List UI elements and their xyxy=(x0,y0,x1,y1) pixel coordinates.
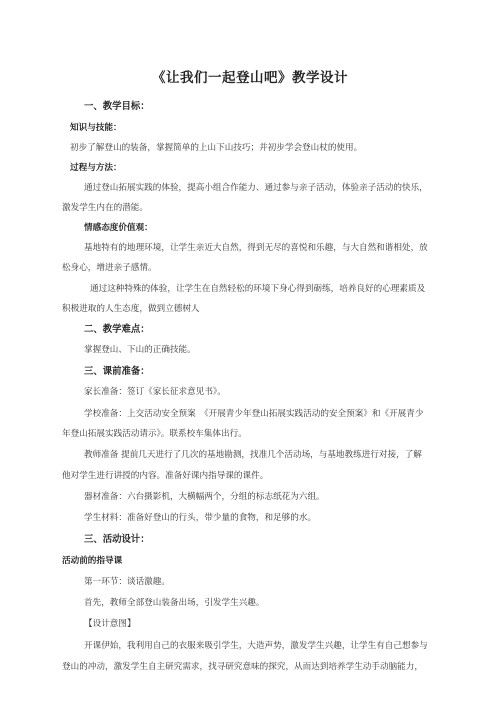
paragraph-line: 家长准备：签订《家长征求意见书》。 xyxy=(84,387,226,397)
paragraph-line: 初步了解登山的装备，掌握简单的上山下山技巧；并初步学会登山杖的使用。 xyxy=(70,143,363,153)
paragraph-line: 松身心，增进亲子感情。 xyxy=(62,263,157,273)
paragraph-line: 通过登山拓展实践的体验，提高小组合作能力、通过参与亲子活动，体验亲子活动的快乐， xyxy=(84,183,428,193)
paragraph-line: 学生材料：准备好登山的行头，带少量的食物，和足够的水。 xyxy=(84,513,317,523)
paragraph-line: 器材准备：六台摄影机，大横幅两个，分组的标志纸花为六组。 xyxy=(84,492,325,502)
paragraph-line: 第一环节：谈话激趣。 xyxy=(84,577,170,587)
subheading-process-method: 过程与方法： xyxy=(70,163,122,173)
paragraph-line: 开课伊始，我利用自己的衣服来吸引学生，大造声势，激发学生兴趣，让学生有自己想参与 xyxy=(84,641,428,651)
subheading-attitude-values: 情感态度价值观： xyxy=(84,223,153,233)
paragraph-line: 积极进取的人生态度，做到立德树人 xyxy=(62,304,200,314)
paragraph-line: 基地特有的地理环境，让学生亲近大自然，得到无尽的喜悦和乐趣，与大自然和谐相处，放 xyxy=(84,243,428,253)
section-heading-preparation: 三、课前准备： xyxy=(84,366,150,377)
paragraph-line: 学校准备：上交活动安全预案 《开展青少年登山拓展实践活动的安全预案》和《开展青少 xyxy=(84,409,424,419)
paragraph-line: 通过这种特殊的体验，让学生在自然轻松的环境下身心得到砺练，培养良好的心理素质及 xyxy=(90,284,426,294)
paragraph-line: 教师准备 提前几天进行了几次的基地勘测，找准几个活动场，与基地教练进行对接，了解 xyxy=(84,450,422,460)
section-heading-objectives: 一、教学目标： xyxy=(84,101,150,112)
paragraph-line: 他对学生进行讲授的内容。准备好课内指导课的课件。 xyxy=(62,471,269,481)
subheading-pre-activity-lesson: 活动前的指导课 xyxy=(62,556,123,566)
paragraph-line: 年登山拓展实践活动请示》。联系校车集体出行。 xyxy=(62,429,247,439)
document-title: 《让我们一起登山吧》教学设计 xyxy=(152,70,348,86)
section-heading-difficulty: 二、教学难点： xyxy=(84,324,150,335)
section-heading-activity-design: 三、活动设计： xyxy=(84,534,150,545)
paragraph-line: 掌握登山、下山的正确技能。 xyxy=(84,345,196,355)
paragraph-line: 首先，教师全部登山装备出场，引发学生兴趣。 xyxy=(84,598,265,608)
paragraph-line: 激发学生内在的潜能。 xyxy=(62,203,148,213)
subheading-knowledge-skills: 知识与技能： xyxy=(70,123,122,133)
paragraph-line: 【设计意图】 xyxy=(84,619,136,629)
paragraph-line: 登山的冲动，激发学生自主研究需求，找寻研究意味的探究，从而达到培养学生动手动脑能力， xyxy=(62,662,423,672)
